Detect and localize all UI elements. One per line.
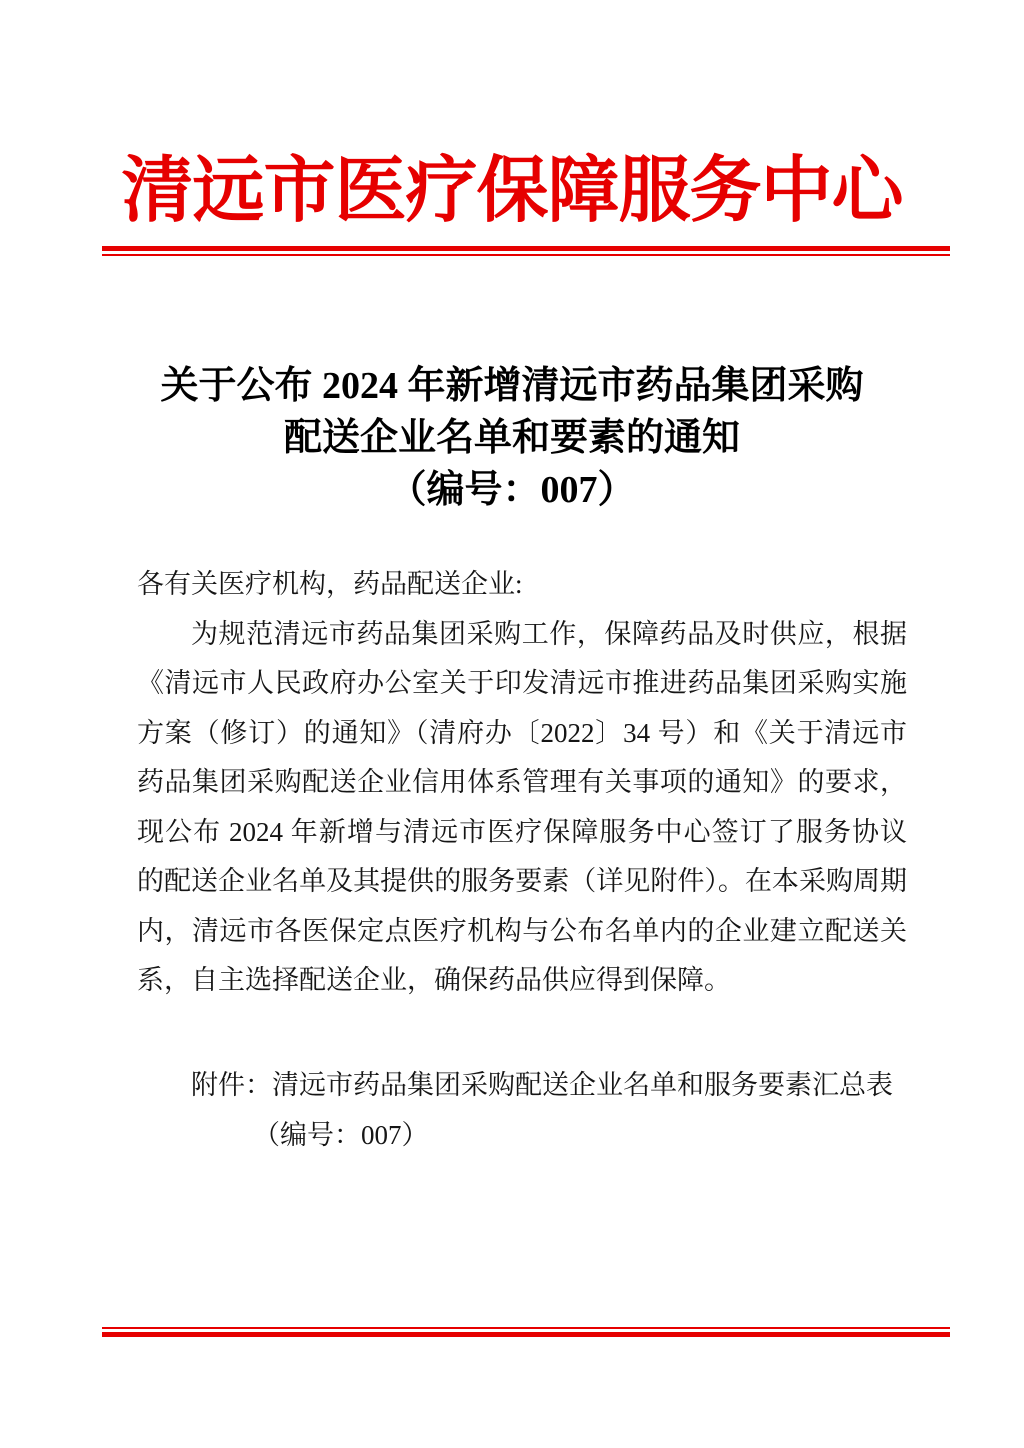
doc-body	[137, 560, 907, 1006]
doc-title	[0, 360, 1024, 516]
body-line: 药品集团采购配送企业信用体系管理有关事项的通知》的要求，	[137, 767, 907, 797]
body-line: 现公布 2024 年新增与清远市医疗保障服务中心签订了服务协议	[137, 816, 907, 847]
body-line: 《清远市人民政府办公室关于印发清远市推进药品集团采购实施	[137, 668, 907, 698]
doc-title-line-1: 关于公布 2024 年新增清远市药品集团采购	[160, 365, 864, 407]
doc-title-line-3: （编号：007）	[388, 469, 636, 511]
salutation-line: 各有关医疗机构，药品配送企业:	[137, 569, 523, 599]
body-line: 方案（修订）的通知》（清府办〔2022〕34 号）和《关于清远市	[137, 717, 907, 748]
doc-title-line-2: 配送企业名单和要素的通知	[283, 417, 740, 459]
letterhead-double-rule	[102, 246, 950, 256]
body-line: 的配送企业名单及其提供的服务要素（详见附件）。在本采购周期	[137, 866, 907, 896]
body-line-last: 系，自主选择配送企业，确保药品供应得到保障。	[137, 965, 731, 995]
footer-rule-thick	[102, 1332, 950, 1337]
letterhead-org-name: 清远市医疗保障服务中心	[121, 151, 903, 231]
footer-double-rule	[102, 1327, 950, 1337]
body-line: 内，清远市各医保定点医疗机构与公布名单内的企业建立配送关	[137, 915, 907, 946]
attachment-line-1: 附件：清远市药品集团采购配送企业名单和服务要素汇总表	[191, 1070, 893, 1100]
letterhead-rule-thin	[102, 254, 950, 256]
attachment-line-2: （编号：007）	[253, 1120, 429, 1150]
body-line: 为规范清远市药品集团采购工作，保障药品及时供应，根据	[191, 618, 907, 649]
attachment-block	[137, 1060, 927, 1160]
